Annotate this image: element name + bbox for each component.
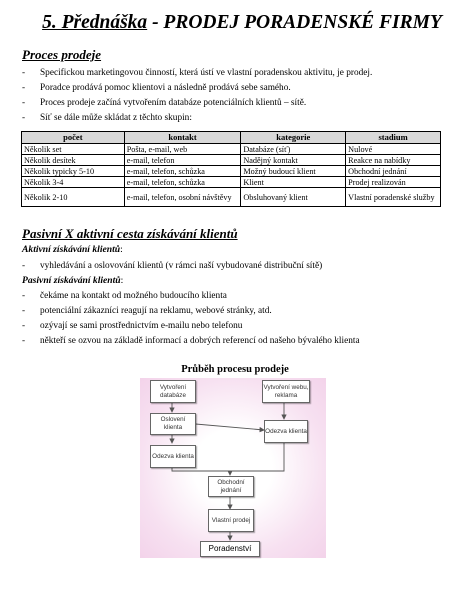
- lecture-title: - PRODEJ PORADENSKÉ FIRMY: [147, 12, 442, 33]
- table-row: [22, 144, 441, 155]
- page-title: [22, 12, 462, 34]
- client-groups-table: [21, 131, 441, 207]
- table-cell: e-mail, telefon, osobní návštěvy: [124, 188, 241, 207]
- table-cell: Klient: [241, 177, 346, 188]
- section-heading-sales-process: Proces prodeje: [22, 47, 102, 62]
- table-cell: Databáze (síť): [241, 144, 346, 155]
- box-client-response-left: Odezva klienta: [150, 445, 196, 468]
- table-row: [22, 188, 441, 207]
- table-cell: Několik set: [22, 144, 125, 155]
- column-header: stadium: [346, 132, 441, 144]
- table-cell: Vlastní poradenské služby: [346, 188, 441, 207]
- box-create-database: Vytvoření databáze: [150, 380, 196, 403]
- table-cell: e-mail, telefon, schůzka: [124, 166, 241, 177]
- table-cell: Několik desítek: [22, 155, 125, 166]
- table-cell: Nulové: [346, 144, 441, 155]
- table-row: [22, 155, 441, 166]
- sales-process-diagram: [140, 378, 326, 558]
- box-business-meeting: Obchodní jednání: [208, 476, 254, 497]
- table-cell: Několik typicky 5-10: [22, 166, 125, 177]
- diagram-title: Průběh procesu prodeje: [181, 364, 289, 375]
- table-cell: Obchodní jednání: [346, 166, 441, 177]
- column-header: počet: [22, 132, 125, 144]
- document-page: 5. Přednáška - PRODEJ PORADENSKÉ FIRMY Proces prodeje - Specifickou marketingovou činností, která ústí ve vlastní poradenskou aktivitu, je prodej. - Poradce prodává pomoc klientovi a následně prodává sebe samého. - Proces prodeje začíná vytvořením databáze potenciálních klientů – sítě. - Síť se dále může skládat z těchto skupin: počet kontakt kategorie stadium Několik set Pošta, e-mail, web Databáze (síť) Nulové Několik desítek e-mail, telefon Nadějný kontakt Reakce na nabídky Několik typicky 5-10 e-mail, telefon, schůzka Možný budoucí klient Obchodní jednání Několik 3-4 e-mail, telefon, schůzka Klient Prodej realizován Několik 2-10 e-mail, telefon, osobní návštěvy Obsluhovaný klient Vlastní poradenské služby Pasivní X aktivní cesta získávání klientů Aktivní získávání klientů: - vyhledávání a oslovování klientů (v rámci naší vybudované distribuční sítě) Pasivní získávání klientů: - čekáme na kontakt od možného budoucího klienta - potenciální zákazníci reagují na reklamu, webové stránky, atd. - ozývají se sami prostřednictvím e-mailu nebo telefonu - někteří se ozvou na základě informací a dobrých referencí od našeho bývalého klienta Průběh procesu prodeje Vytvoření databáze Vytvoření webu, reklama Oslovení klienta Odezva klienta Odezva klienta Obchodní jednání Vlastní prodej Poradenství: [0, 0, 475, 597]
- box-consulting: Poradenství: [200, 541, 260, 557]
- table-cell: e-mail, telefon, schůzka: [124, 177, 241, 188]
- table-cell: Možný budoucí klient: [241, 166, 346, 177]
- column-header: kontakt: [124, 132, 241, 144]
- box-actual-sale: Vlastní prodej: [208, 509, 254, 532]
- lecture-number: 5. Přednáška: [42, 12, 148, 33]
- table-cell: e-mail, telefon: [124, 155, 241, 166]
- table-cell: Reakce na nabídky: [346, 155, 441, 166]
- table-cell: Pošta, e-mail, web: [124, 144, 241, 155]
- box-client-response-right: Odezva klienta: [264, 420, 308, 443]
- box-reach-client: Oslovení klienta: [150, 413, 196, 435]
- passive-acquisition-label: Pasivní získávání klientů:: [22, 275, 124, 286]
- table-header-row: [22, 132, 441, 144]
- table-cell: Nadějný kontakt: [241, 155, 346, 166]
- table-row: [22, 177, 441, 188]
- table-cell: Několik 3-4: [22, 177, 125, 188]
- table-cell: Několik 2-10: [22, 188, 125, 207]
- table-cell: Obsluhovaný klient: [241, 188, 346, 207]
- box-create-web: Vytvoření webu, reklama: [262, 380, 310, 403]
- column-header: kategorie: [241, 132, 346, 144]
- active-acquisition-label: Aktivní získávání klientů:: [22, 244, 123, 255]
- section-heading-client-acquisition: Pasivní X aktivní cesta získávání klientů: [22, 226, 238, 241]
- table-cell: Prodej realizován: [346, 177, 441, 188]
- table-row: [22, 166, 441, 177]
